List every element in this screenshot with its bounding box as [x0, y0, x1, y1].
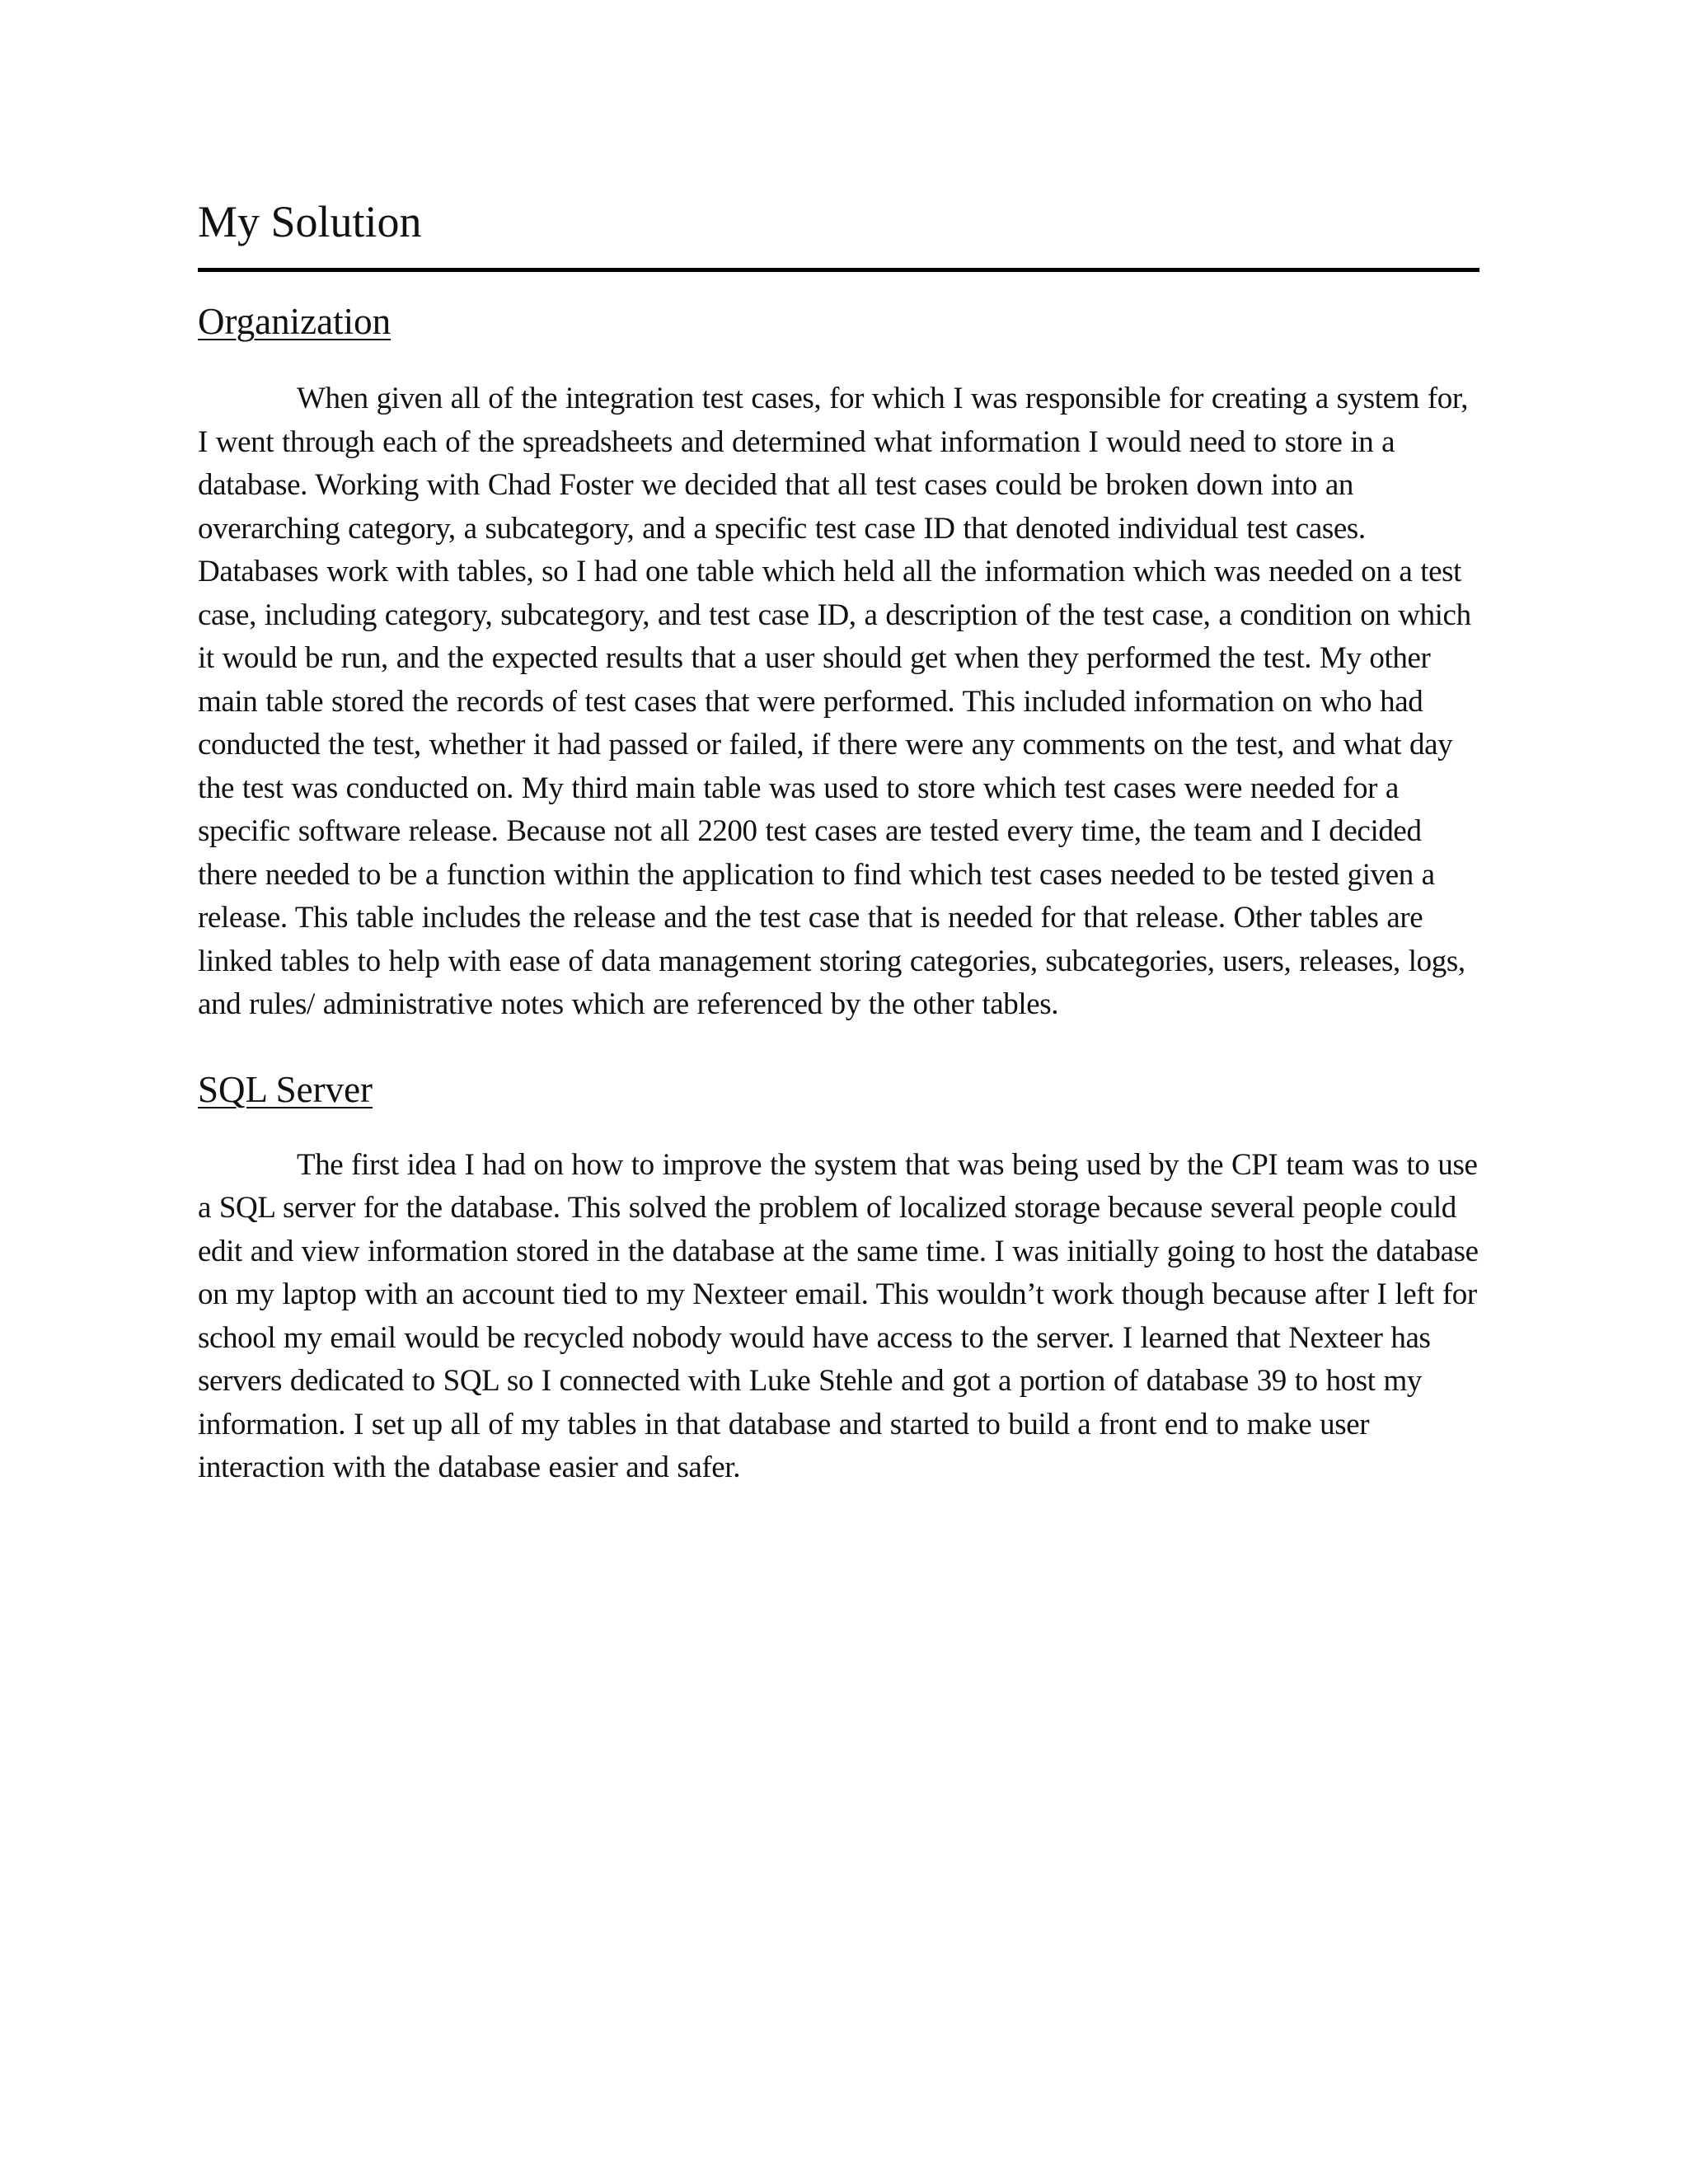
page-title: My Solution [198, 185, 1479, 272]
organization-paragraph: When given all of the integration test cases, for which I was responsible for creating a system for, I went through each of the spreadsheets and determined what information I would need to store in a database. Working with Chad Foster we decided that all test cases could be broken down into an overarching category, a subcategory, and a specific test case ID that denoted individual test cases. Databases work with tables, so I had one table which held all the information which was needed on a test case, including category, subcategory, and test case ID, a description of the test case, a condition on which it would be run, and the expected results that a user should get when they performed the test. My other main table stored the records of test cases that were performed. This included information on who had conducted the test, whether it had passed or failed, if there were any comments on the test, and what day the test was conducted on. My third main table was used to store which test cases were needed for a specific software release. Because not all 2200 test cases are tested every time, the team and I decided there needed to be a function within the application to find which test cases needed to be tested given a release. This table includes the release and the test case that is needed for that release. Other tables are linked tables to help with ease of data management storing categories, subcategories, users, releases, logs, and rules/ administrative notes which are referenced by the other tables. [198, 382, 1471, 1021]
section-heading-organization: Organization [198, 301, 392, 342]
section-heading-sql-server: SQL Server [198, 1068, 373, 1110]
sql-server-paragraph: The first idea I had on how to improve the system that was being used by the CPI team was to use a SQL server for the database. This solved the problem of localized storage because several people could edit and view information stored in the database at the same time. I was initially going to host the database on my laptop with an account tied to my Nexteer email. This wouldn’t work though because after I left for school my email would be recycled nobody would have access to the server. I learned that Nexteer has servers dedicated to SQL so I connected with Luke Stehle and got a portion of database 39 to host my information. I set up all of my tables in that database and started to build a front end to make user interaction with the database easier and safer. [198, 1147, 1479, 1484]
page-content [198, 185, 1484, 1490]
